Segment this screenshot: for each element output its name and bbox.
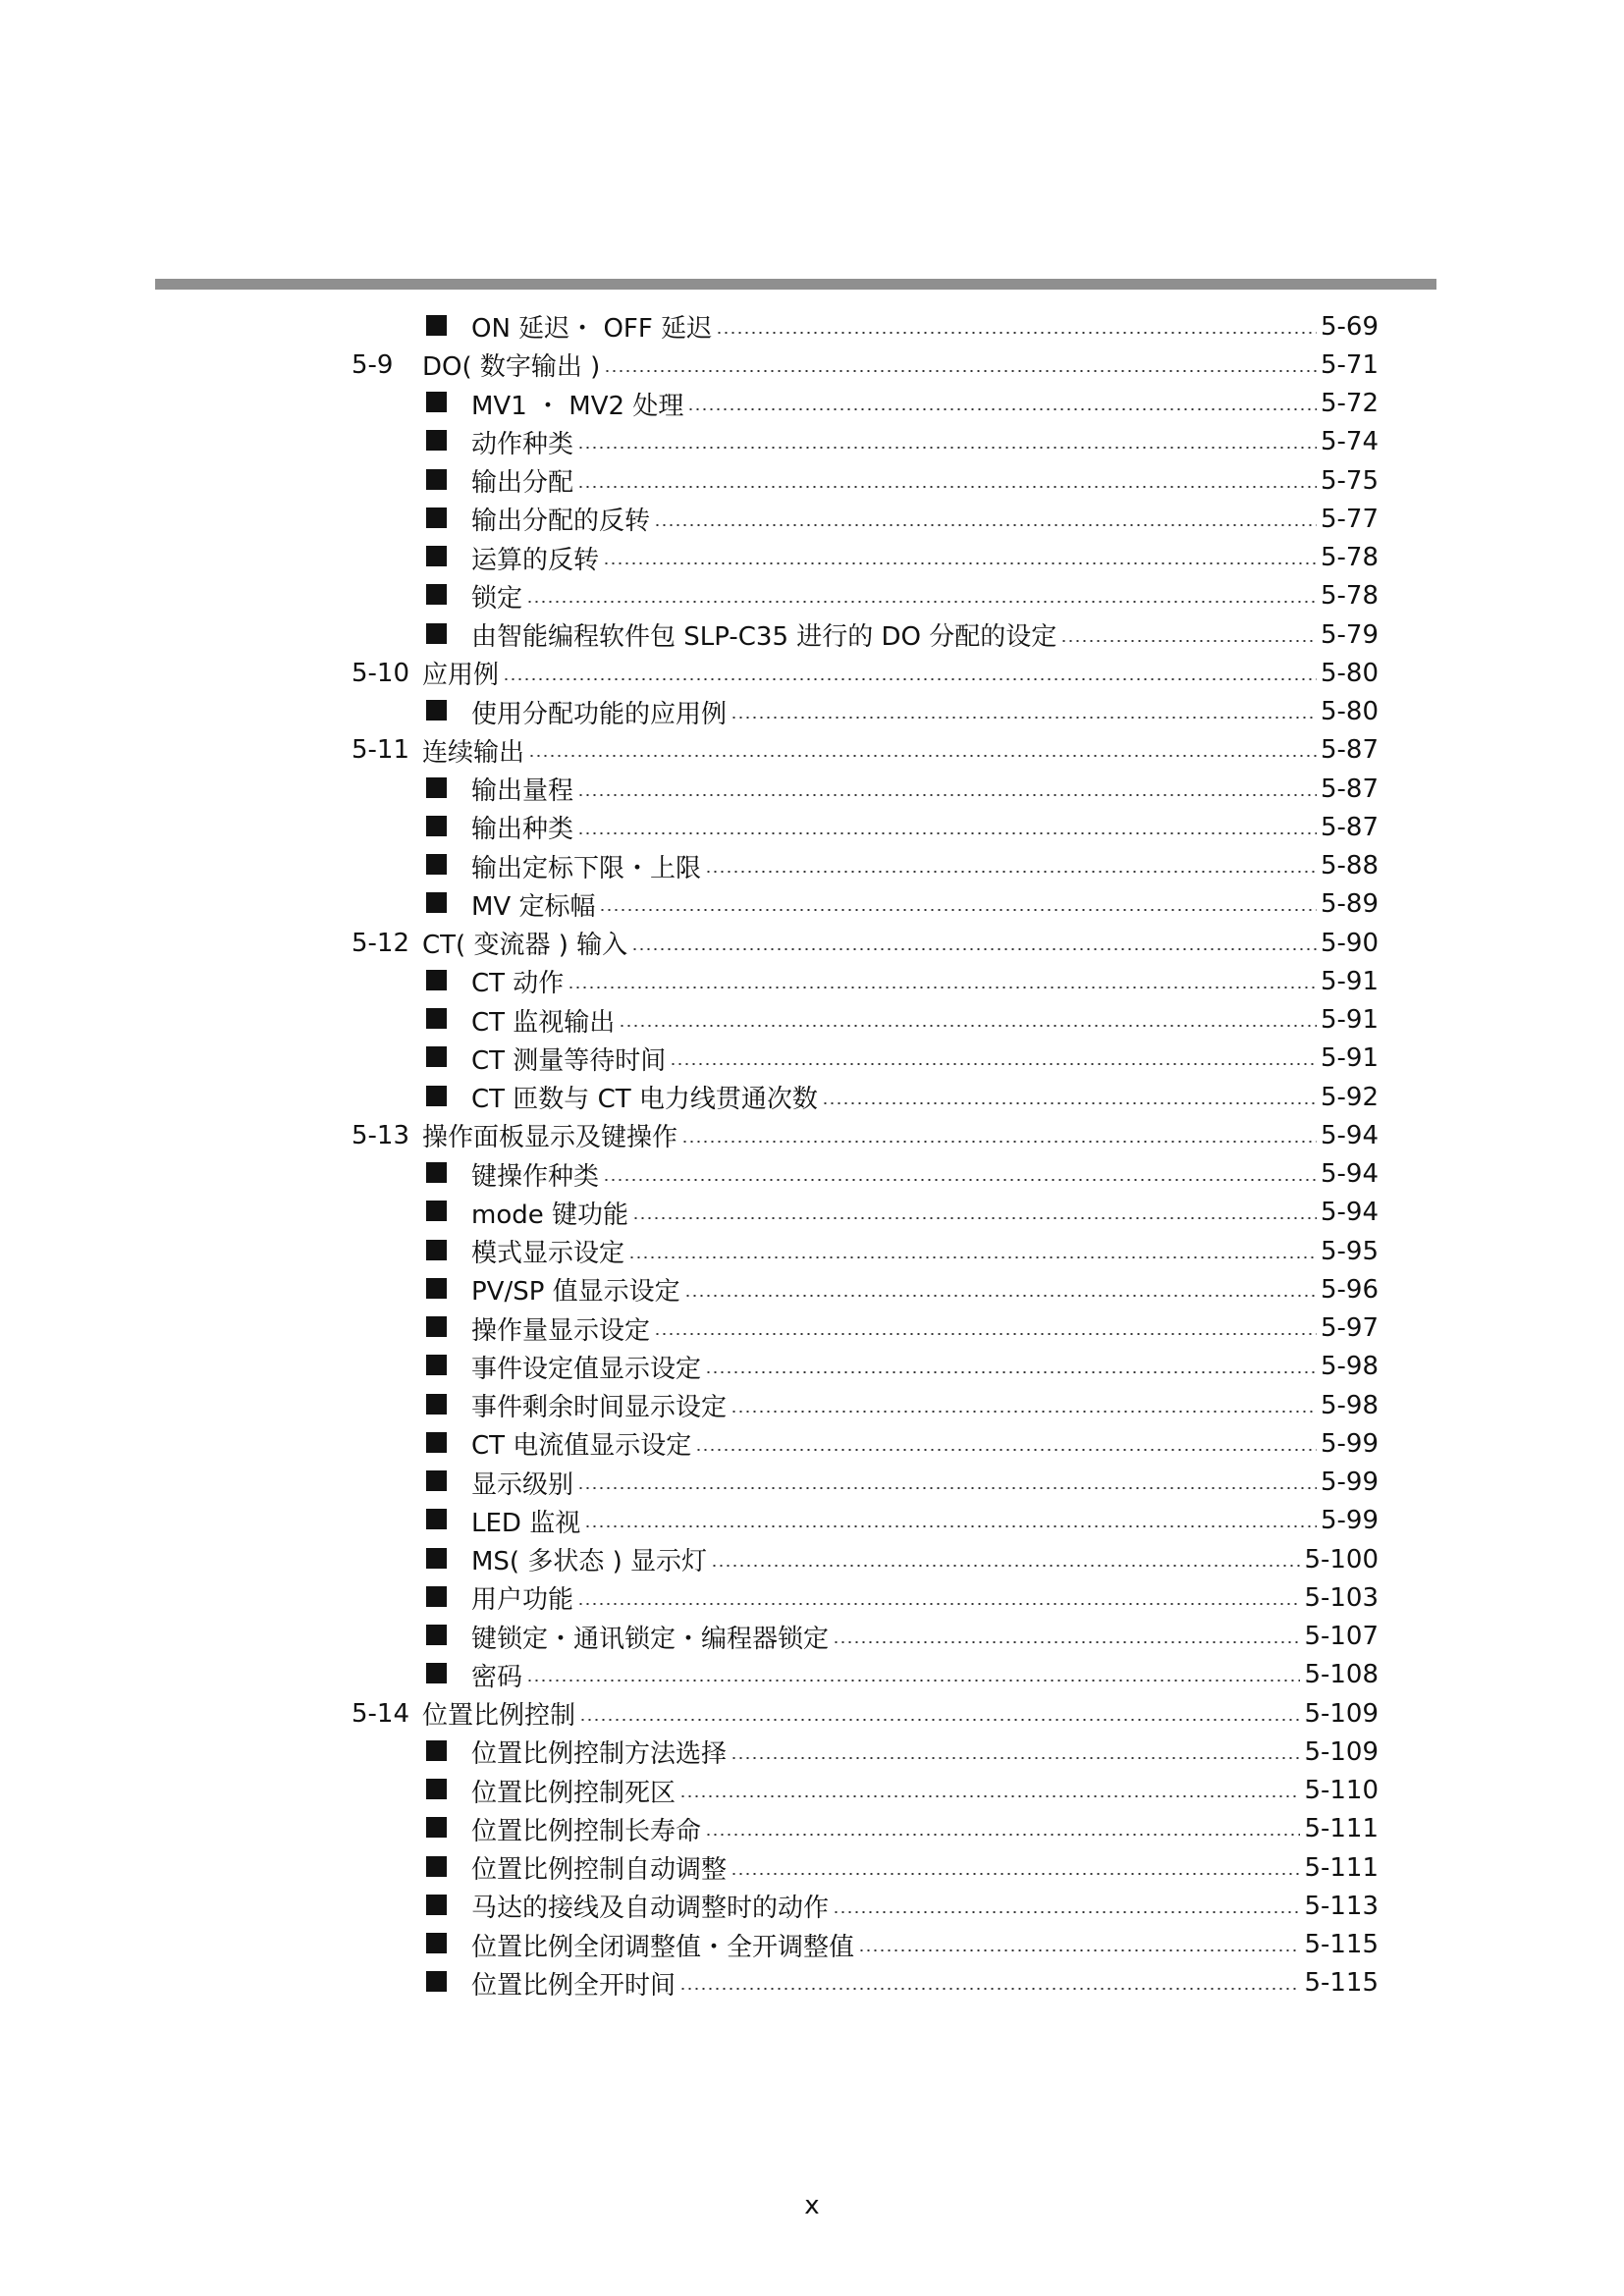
toc-page-number: 5-90 [1320,928,1379,958]
toc-page-number: 5-87 [1320,774,1379,804]
toc-subsection-row [352,1964,1379,2002]
toc-entry-title: CT 电流值显示设定 [471,1431,692,1462]
toc-subsection-row [352,1887,1379,1925]
toc-entry-title: 操作面板显示及键操作 [422,1123,678,1153]
toc-page-number: 5-79 [1320,619,1379,650]
toc-entry-title: 输出量程 [471,776,574,807]
square-bullet-icon [426,1895,447,1915]
toc-page-number: 5-108 [1304,1660,1379,1690]
square-bullet-icon [426,1933,447,1953]
dot-leader [577,447,1317,449]
square-bullet-icon [426,1432,447,1453]
toc-entry-title: 键锁定・通讯锁定・编程器锁定 [471,1624,830,1654]
toc-section-number: 5-12 [352,928,410,958]
dot-leader [833,1911,1300,1913]
square-bullet-icon [426,430,447,451]
toc-entry-title: MS( 多状态 ) 显示灯 [471,1547,708,1577]
toc-entry-title: 位置比例控制长寿命 [471,1816,702,1846]
toc-entry-title: ON 延迟・ OFF 延迟 [471,314,713,345]
dot-leader [632,1217,1317,1219]
toc-page-number: 5-113 [1304,1891,1379,1921]
toc-subsection-row [352,1270,1379,1308]
toc-subsection-row [352,1810,1379,1848]
toc-page-number: 5-111 [1304,1852,1379,1883]
square-bullet-icon [426,1663,447,1683]
dot-leader [577,1603,1300,1605]
dot-leader [705,871,1317,873]
toc-entry-title: 模式显示设定 [471,1239,625,1269]
square-bullet-icon [426,1086,447,1106]
toc-page-number: 5-107 [1304,1622,1379,1652]
toc-subsection-row [352,1194,1379,1232]
toc-page-number: 5-103 [1304,1582,1379,1613]
dot-leader [716,332,1317,334]
dot-leader [731,1411,1317,1413]
toc-entry-title: 使用分配功能的应用例 [471,699,728,729]
dot-leader [579,1719,1300,1721]
toc-entry-title: 动作种类 [471,429,574,459]
toc-entry-title: DO( 数字输出 ) [422,352,601,383]
toc-entry-title: 位置比例控制自动调整 [471,1855,728,1886]
toc-section-number: 5-9 [352,349,394,380]
toc-entry-title: PV/SP 值显示设定 [471,1277,680,1308]
dot-leader [577,832,1317,834]
toc-subsection-row [352,1848,1379,1887]
square-bullet-icon [426,1856,447,1877]
toc-page-number: 5-80 [1320,658,1379,688]
dot-leader [731,1757,1300,1759]
dot-leader [604,370,1317,372]
toc-entry-title: 由智能编程软件包 SLP-C35 进行的 DO 分配的设定 [471,622,1057,653]
toc-entry-title: CT( 变流器 ) 输入 [422,931,628,961]
toc-page-number: 5-115 [1304,1968,1379,1999]
dot-leader [577,1487,1317,1489]
toc-entry-title: CT 测量等待时间 [471,1045,667,1076]
dot-leader [584,1525,1317,1527]
toc-entry-title: MV1 ・ MV2 处理 [471,391,684,421]
toc-page-number: 5-98 [1320,1352,1379,1382]
toc-entry-title: 位置比例全开时间 [471,1970,677,2001]
toc-page-number: 5-75 [1320,465,1379,496]
toc-entry-title: 输出分配 [471,468,574,499]
toc-page-number: 5-71 [1320,349,1379,380]
toc-entry-title: mode 键功能 [471,1200,628,1230]
toc-entry-title: 运算的反转 [471,545,600,575]
dot-leader [603,1179,1317,1181]
toc-entry-title: 键操作种类 [471,1161,600,1192]
dot-leader [705,1371,1317,1373]
dot-leader [858,1949,1300,1951]
toc-entry-title: 应用例 [422,661,500,691]
square-bullet-icon [426,1278,447,1299]
square-bullet-icon [426,392,447,412]
square-bullet-icon [426,816,447,836]
square-bullet-icon [426,1394,447,1415]
dot-leader [577,794,1317,796]
square-bullet-icon [426,892,447,913]
toc-page-number: 5-94 [1320,1120,1379,1150]
square-bullet-icon [426,546,447,566]
toc-entry-title: 位置比例控制方法选择 [471,1739,728,1770]
toc-section-row [352,731,1379,770]
square-bullet-icon [426,507,447,528]
square-bullet-icon [426,315,447,336]
square-bullet-icon [426,1625,447,1645]
toc-subsection-row [352,615,1379,654]
toc-page-number: 5-95 [1320,1236,1379,1266]
toc-page-number: 5-100 [1304,1544,1379,1575]
table-of-contents [352,307,1379,2002]
toc-page-number: 5-99 [1320,1428,1379,1459]
dot-leader [681,1141,1317,1143]
toc-page-number: 5-97 [1320,1313,1379,1344]
toc-entry-title: 用户功能 [471,1585,574,1616]
square-bullet-icon [426,1817,447,1838]
toc-page-number: 5-94 [1320,1198,1379,1228]
toc-page-number: 5-78 [1320,543,1379,573]
toc-page-number: 5-110 [1304,1776,1379,1806]
square-bullet-icon [426,1162,447,1183]
toc-page-number: 5-78 [1320,581,1379,612]
toc-section-number: 5-14 [352,1698,410,1729]
dot-leader [619,1025,1317,1027]
square-bullet-icon [426,700,447,721]
toc-subsection-row [352,385,1379,423]
toc-subsection-row [352,307,1379,346]
toc-subsection-row [352,577,1379,615]
dot-leader [654,1333,1317,1335]
square-bullet-icon [426,1240,447,1260]
toc-subsection-row [352,770,1379,808]
toc-page-number: 5-87 [1320,735,1379,766]
toc-entry-title: MV 定标幅 [471,891,596,922]
toc-entry-title: CT 动作 [471,969,565,999]
square-bullet-icon [426,1509,447,1529]
toc-page-number: 5-115 [1304,1930,1379,1960]
square-bullet-icon [426,1971,447,1992]
toc-subsection-row [352,1309,1379,1348]
dot-leader [679,1988,1300,1990]
toc-entry-title: CT 匝数与 CT 电力线贯通次数 [471,1085,818,1115]
square-bullet-icon [426,1046,447,1067]
dot-leader [731,717,1317,719]
toc-section-number: 5-13 [352,1120,410,1150]
toc-subsection-row [352,1926,1379,1964]
toc-entry-title: LED 监视 [471,1508,581,1538]
toc-page-number: 5-91 [1320,1005,1379,1036]
toc-entry-title: 位置比例控制死区 [471,1778,677,1808]
dot-leader [822,1102,1317,1104]
toc-subsection-row [352,1540,1379,1578]
dot-leader [731,1873,1300,1875]
toc-entry-title: 显示级别 [471,1469,574,1500]
toc-section-row [352,1116,1379,1154]
square-bullet-icon [426,1740,447,1761]
square-bullet-icon [426,1586,447,1607]
toc-page-number: 5-89 [1320,889,1379,920]
dot-leader [603,562,1317,564]
square-bullet-icon [426,854,447,875]
toc-subsection-row [352,500,1379,538]
toc-page-number: 5-91 [1320,1043,1379,1074]
page-number: x [804,2191,820,2220]
toc-subsection-row [352,1386,1379,1424]
toc-page-number: 5-96 [1320,1274,1379,1305]
square-bullet-icon [426,1201,447,1221]
toc-section-row [352,924,1379,962]
toc-entry-title: 操作量显示设定 [471,1315,651,1346]
square-bullet-icon [426,623,447,644]
toc-subsection-row [352,808,1379,846]
toc-subsection-row [352,1772,1379,1810]
dot-leader [695,1449,1317,1451]
toc-page-number: 5-111 [1304,1814,1379,1844]
toc-subsection-row [352,1040,1379,1078]
toc-subsection-row [352,1155,1379,1194]
toc-page-number: 5-109 [1304,1736,1379,1767]
toc-page-number: 5-99 [1320,1506,1379,1536]
square-bullet-icon [426,1008,447,1029]
square-bullet-icon [426,1470,447,1491]
toc-page-number: 5-99 [1320,1468,1379,1498]
toc-section-row [352,654,1379,692]
dot-leader [631,948,1317,950]
toc-subsection-row [352,693,1379,731]
toc-entry-title: 输出分配的反转 [471,507,651,537]
toc-subsection-row [352,1001,1379,1040]
toc-entry-title: 马达的接线及自动调整时的动作 [471,1894,830,1924]
toc-subsection-row [352,1424,1379,1463]
dot-leader [684,1295,1317,1297]
square-bullet-icon [426,1355,447,1375]
dot-leader [526,1680,1300,1682]
dot-leader [1060,640,1317,642]
toc-page-number: 5-98 [1320,1390,1379,1420]
square-bullet-icon [426,1316,447,1337]
toc-page-number: 5-94 [1320,1159,1379,1190]
toc-subsection-row [352,1348,1379,1386]
toc-subsection-row [352,1464,1379,1502]
dot-leader [670,1063,1317,1065]
dot-leader [628,1256,1317,1258]
dot-leader [687,408,1317,410]
toc-entry-title: 输出定标下限・上限 [471,853,702,883]
toc-entry-title: 输出种类 [471,815,574,845]
dot-leader [711,1565,1300,1567]
toc-subsection-row [352,1733,1379,1771]
dot-leader [577,486,1317,488]
header-rule [155,279,1436,290]
toc-page-number: 5-77 [1320,504,1379,534]
toc-entry-title: 事件设定值显示设定 [471,1354,702,1384]
square-bullet-icon [426,970,447,990]
dot-leader [526,601,1317,603]
toc-entry-title: 事件剩余时间显示设定 [471,1393,728,1423]
toc-section-row [352,1694,1379,1733]
toc-section-number: 5-11 [352,735,410,766]
toc-page-number: 5-91 [1320,966,1379,996]
dot-leader [528,755,1317,757]
dot-leader [833,1641,1300,1643]
toc-page-number: 5-69 [1320,311,1379,342]
toc-entry-title: 连续输出 [422,737,525,768]
dot-leader [568,987,1317,988]
dot-leader [654,524,1317,526]
toc-subsection-row [352,1578,1379,1617]
toc-page-number: 5-74 [1320,427,1379,457]
toc-entry-title: CT 监视输出 [471,1007,616,1038]
toc-entry-title: 密码 [471,1662,523,1692]
toc-subsection-row [352,539,1379,577]
dot-leader [503,678,1317,680]
square-bullet-icon [426,469,447,490]
dot-leader [705,1834,1300,1836]
square-bullet-icon [426,1548,447,1569]
dot-leader [679,1795,1300,1797]
toc-subsection-row [352,461,1379,500]
toc-page-number: 5-109 [1304,1698,1379,1729]
toc-page-number: 5-88 [1320,851,1379,881]
toc-page-number: 5-80 [1320,697,1379,727]
toc-subsection-row [352,847,1379,885]
square-bullet-icon [426,777,447,798]
toc-subsection-row [352,1232,1379,1270]
toc-subsection-row [352,1618,1379,1656]
toc-entry-title: 锁定 [471,583,523,614]
toc-entry-title: 位置比例控制 [422,1701,576,1732]
toc-subsection-row [352,1078,1379,1116]
square-bullet-icon [426,584,447,605]
toc-entry-title: 位置比例全闭调整值・全开调整值 [471,1932,855,1962]
toc-subsection-row [352,423,1379,461]
toc-subsection-row [352,1656,1379,1694]
toc-subsection-row [352,885,1379,924]
toc-page-number: 5-72 [1320,389,1379,419]
dot-leader [599,909,1317,911]
toc-subsection-row [352,962,1379,1000]
toc-section-row [352,346,1379,384]
toc-section-number: 5-10 [352,658,410,688]
toc-subsection-row [352,1502,1379,1540]
toc-page-number: 5-92 [1320,1082,1379,1112]
square-bullet-icon [426,1779,447,1799]
toc-page-number: 5-87 [1320,812,1379,842]
